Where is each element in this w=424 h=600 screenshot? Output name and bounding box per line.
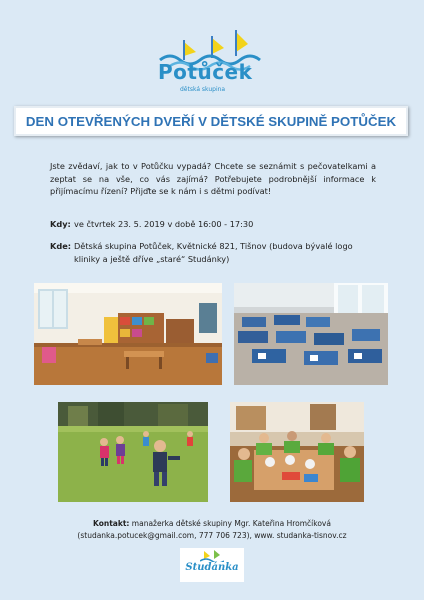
when-row	[50, 218, 372, 231]
contact-block	[40, 518, 384, 542]
page-title: DEN OTEVŘENÝCH DVEŘÍ V DĚTSKÉ SKUPINĚ POTŮČEK	[25, 113, 397, 129]
intro-paragraph: Jste zvědaví, jak to v Potůčku vypadá? Chcete se seznámit s pečovatelkami a zeptat se na vše, co vás zajímá? Potřebujete podrobnější informace k přijímacímu řízení? Přijďte se k nám i s dětmi podívat!	[50, 161, 376, 197]
contact-line1: manažerka dětské skupiny Mgr. Kateřina Hromčíková	[131, 519, 331, 528]
where-row	[50, 240, 372, 265]
photo-nap-room	[234, 283, 388, 385]
photo-craft-table	[230, 402, 364, 502]
logo-tagline: dětská skupina	[180, 86, 226, 93]
when-label: Kdy:	[50, 219, 71, 229]
contact-label: Kontakt:	[93, 519, 130, 528]
when-value: ve čtvrtek 23. 5. 2019 v době 16:00 - 17:30	[74, 219, 254, 229]
photo-garden	[58, 402, 208, 502]
where-label: Kde:	[50, 241, 72, 251]
studanka-flags-icon	[200, 550, 224, 562]
where-value: Dětská skupina Potůček, Květnické 821, Tišnov (budova bývalé logo kliniky a ještě dříve „staré“ Studánky)	[74, 241, 353, 264]
photo-classroom	[34, 283, 222, 385]
logo-wordmark: Potůček	[158, 60, 253, 84]
studanka-logo	[180, 548, 244, 582]
title-banner	[14, 106, 408, 136]
contact-line2: (studanka.potucek@gmail.com, 777 706 723), www. studanka-tisnov.cz	[77, 531, 347, 540]
studanka-wordmark: Studánka	[185, 562, 239, 573]
